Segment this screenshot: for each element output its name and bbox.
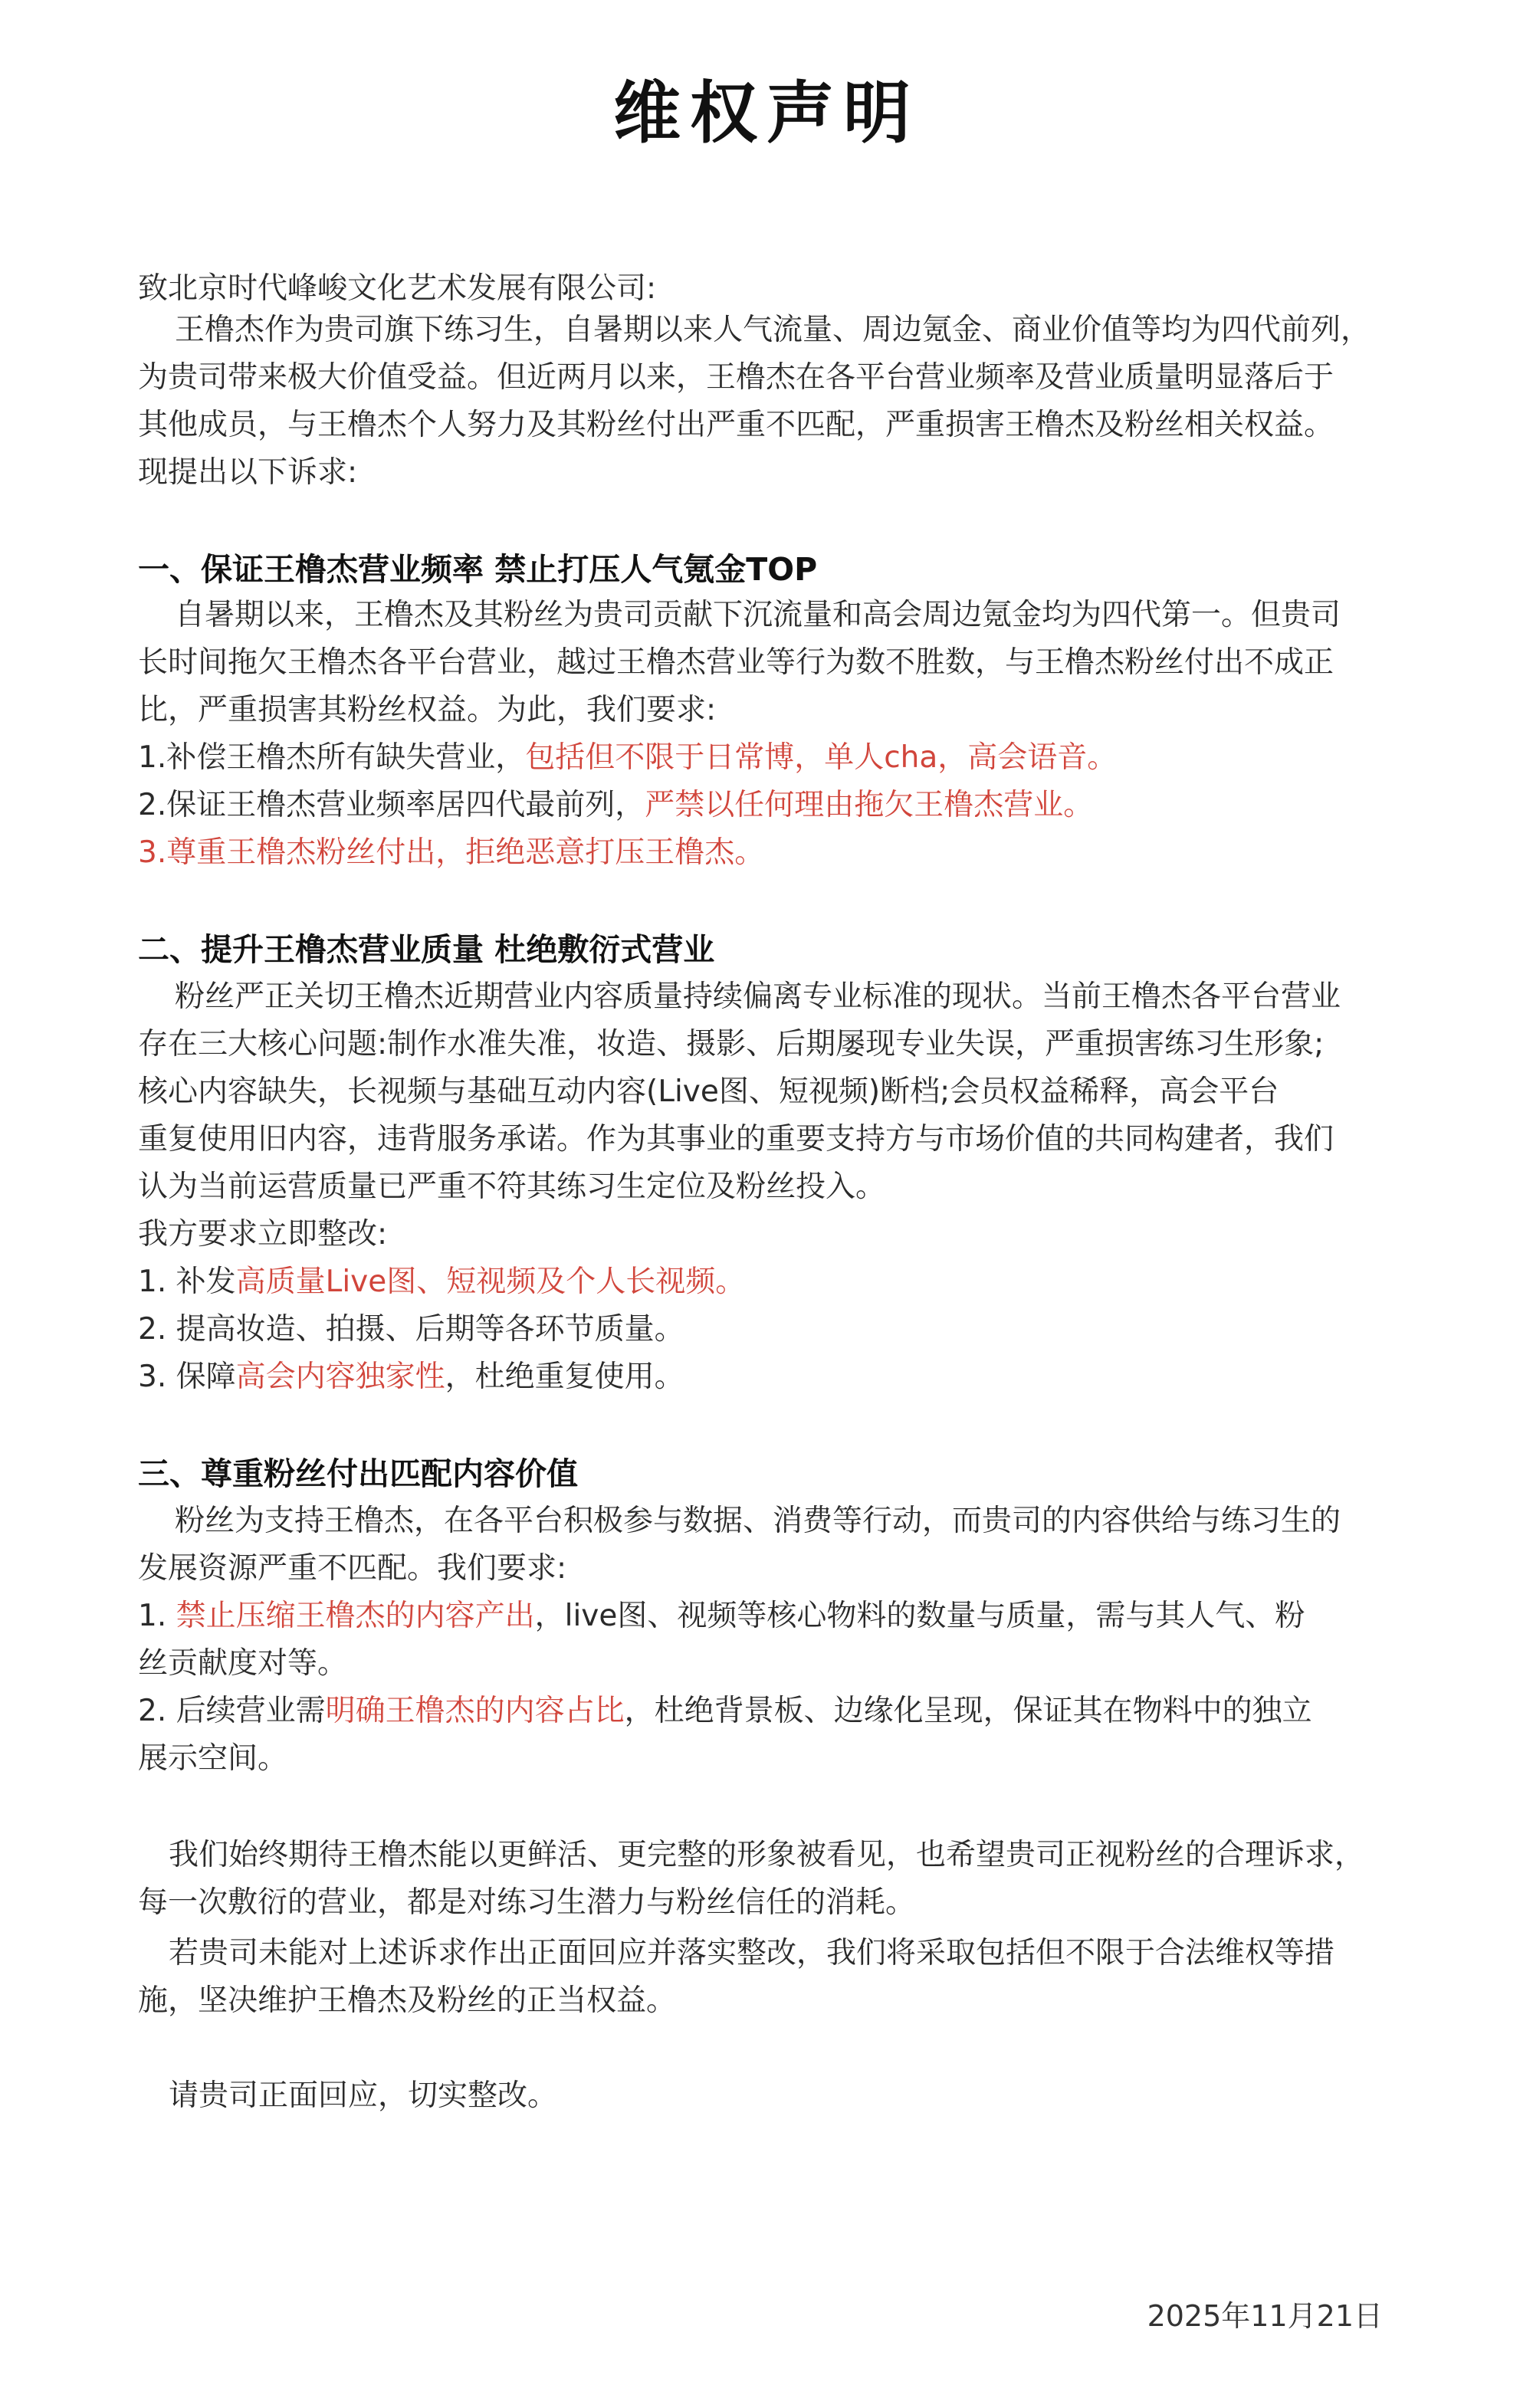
- item-text: 2. 后续营业需: [138, 1694, 326, 1728]
- item-text: 1.补偿王橹杰所有缺失营业，: [138, 740, 526, 775]
- section-1-item-3: [138, 829, 1410, 877]
- section-1-para-line-1: 自暑期以来，王橹杰及其粉丝为贵司贡献下沉流量和高会周边氪金均为四代第一。但贵司: [175, 598, 1341, 632]
- item-highlight: 包括但不限于日常博，单人cha，高会语音。: [525, 740, 1118, 775]
- section-2-para-line-2: 存在三大核心问题:制作水准失准，妆造、摄影、后期屡现专业失误，严重损害练习生形象;: [138, 1027, 1325, 1061]
- intro-line-4: 现提出以下诉求:: [138, 455, 358, 490]
- item-highlight: 禁止压缩王橹杰的内容产出: [176, 1599, 535, 1633]
- item-number: 1.: [138, 1599, 176, 1633]
- item-highlight: 严禁以任何理由拖欠王橹杰营业。: [645, 788, 1094, 822]
- item-text: ，杜绝重复使用。: [445, 1360, 684, 1394]
- section-3-item-2-cont: 展示空间。: [138, 1741, 288, 1776]
- section-2-heading: 二、提升王橹杰营业质量 杜绝敷衍式营业: [138, 931, 715, 968]
- section-3-item-2: [138, 1688, 1410, 1735]
- section-3-item-1-cont: 丝贡献度对等。: [138, 1646, 348, 1681]
- item-text: 1. 补发: [138, 1265, 236, 1299]
- section-2-para-line-1: 粉丝严正关切王橹杰近期营业内容质量持续偏离专业标准的现状。当前王橹杰各平台营业: [175, 979, 1341, 1014]
- item-highlight: 高质量Live图、短视频及个人长视频。: [235, 1265, 746, 1299]
- intro-line-2: 为贵司带来极大价值受益。但近两月以来，王橹杰在各平台营业频率及营业质量明显落后于: [138, 360, 1334, 395]
- section-3-heading: 三、尊重粉丝付出匹配内容价值: [138, 1455, 578, 1492]
- item-highlight: 高会内容独家性: [235, 1360, 445, 1394]
- closing-line-2: 每一次敷衍的营业，都是对练习生潜力与粉丝信任的消耗。: [138, 1885, 916, 1920]
- section-2-para-line-4: 重复使用旧内容，违背服务承诺。作为其事业的重要支持方与市场价值的共同构建者，我们: [138, 1122, 1334, 1156]
- item-highlight: 尊重王橹杰粉丝付出，拒绝恶意打压王橹杰。: [166, 835, 765, 870]
- closing-line-1: 我们始终期待王橹杰能以更鲜活、更完整的形象被看见，也希望贵司正视粉丝的合理诉求，: [169, 1838, 1365, 1872]
- item-text: 3. 保障: [138, 1360, 236, 1394]
- closing-line-4: 施，坚决维护王橹杰及粉丝的正当权益。: [138, 1983, 677, 2018]
- section-2-item-3: [138, 1353, 1410, 1401]
- section-1-item-1: [138, 734, 1410, 782]
- section-3-para-line-1: 粉丝为支持王橹杰，在各平台积极参与数据、消费等行动，而贵司的内容供给与练习生的: [175, 1504, 1341, 1538]
- section-3-item-1: [138, 1593, 1410, 1640]
- section-2-para-line-3: 核心内容缺失，长视频与基础互动内容(Live图、短视频)断档;会员权益稀释，高会平台: [138, 1074, 1279, 1109]
- intro-line-1: 王橹杰作为贵司旗下练习生，自暑期以来人气流量、周边氪金、商业价值等均为四代前列，: [175, 313, 1371, 347]
- section-1-para-line-2: 长时间拖欠王橹杰各平台营业，越过王橹杰营业等行为数不胜数，与王橹杰粉丝付出不成正: [138, 645, 1334, 680]
- addressee: 致北京时代峰峻文化艺术发展有限公司:: [138, 271, 657, 306]
- section-1-item-2: [138, 782, 1410, 829]
- statement-date: 2025年11月21日: [1147, 2299, 1383, 2333]
- closing-line-5: 请贵司正面回应，切实整改。: [169, 2078, 558, 2113]
- section-2-item-2: 2. 提高妆造、拍摄、后期等各环节质量。: [138, 1312, 684, 1347]
- item-text: ，杜绝背景板、边缘化呈现，保证其在物料中的独立: [624, 1694, 1312, 1728]
- item-text: ，live图、视频等核心物料的数量与质量，需与其人气、粉: [534, 1599, 1305, 1633]
- closing-line-3: 若贵司未能对上述诉求作出正面回应并落实整改，我们将采取包括但不限于合法维权等措: [169, 1936, 1335, 1970]
- section-2-para-line-6: 我方要求立即整改:: [138, 1217, 388, 1252]
- section-1-para-line-3: 比，严重损害其粉丝权益。为此，我们要求:: [138, 693, 717, 727]
- document-title: 维权声明: [612, 73, 920, 153]
- section-3-para-line-2: 发展资源严重不匹配。我们要求:: [138, 1551, 567, 1586]
- intro-line-3: 其他成员，与王橹杰个人努力及其粉丝付出严重不匹配，严重损害王橹杰及粉丝相关权益。: [138, 408, 1334, 442]
- section-2-item-1: [138, 1258, 1410, 1306]
- section-1-heading: 一、保证王橹杰营业频率 禁止打压人气氪金TOP: [138, 551, 818, 588]
- item-number: 3.: [138, 835, 167, 870]
- item-text: 2.保证王橹杰营业频率居四代最前列，: [138, 788, 645, 822]
- item-highlight: 明确王橹杰的内容占比: [325, 1694, 625, 1728]
- section-2-para-line-5: 认为当前运营质量已严重不符其练习生定位及粉丝投入。: [138, 1170, 886, 1204]
